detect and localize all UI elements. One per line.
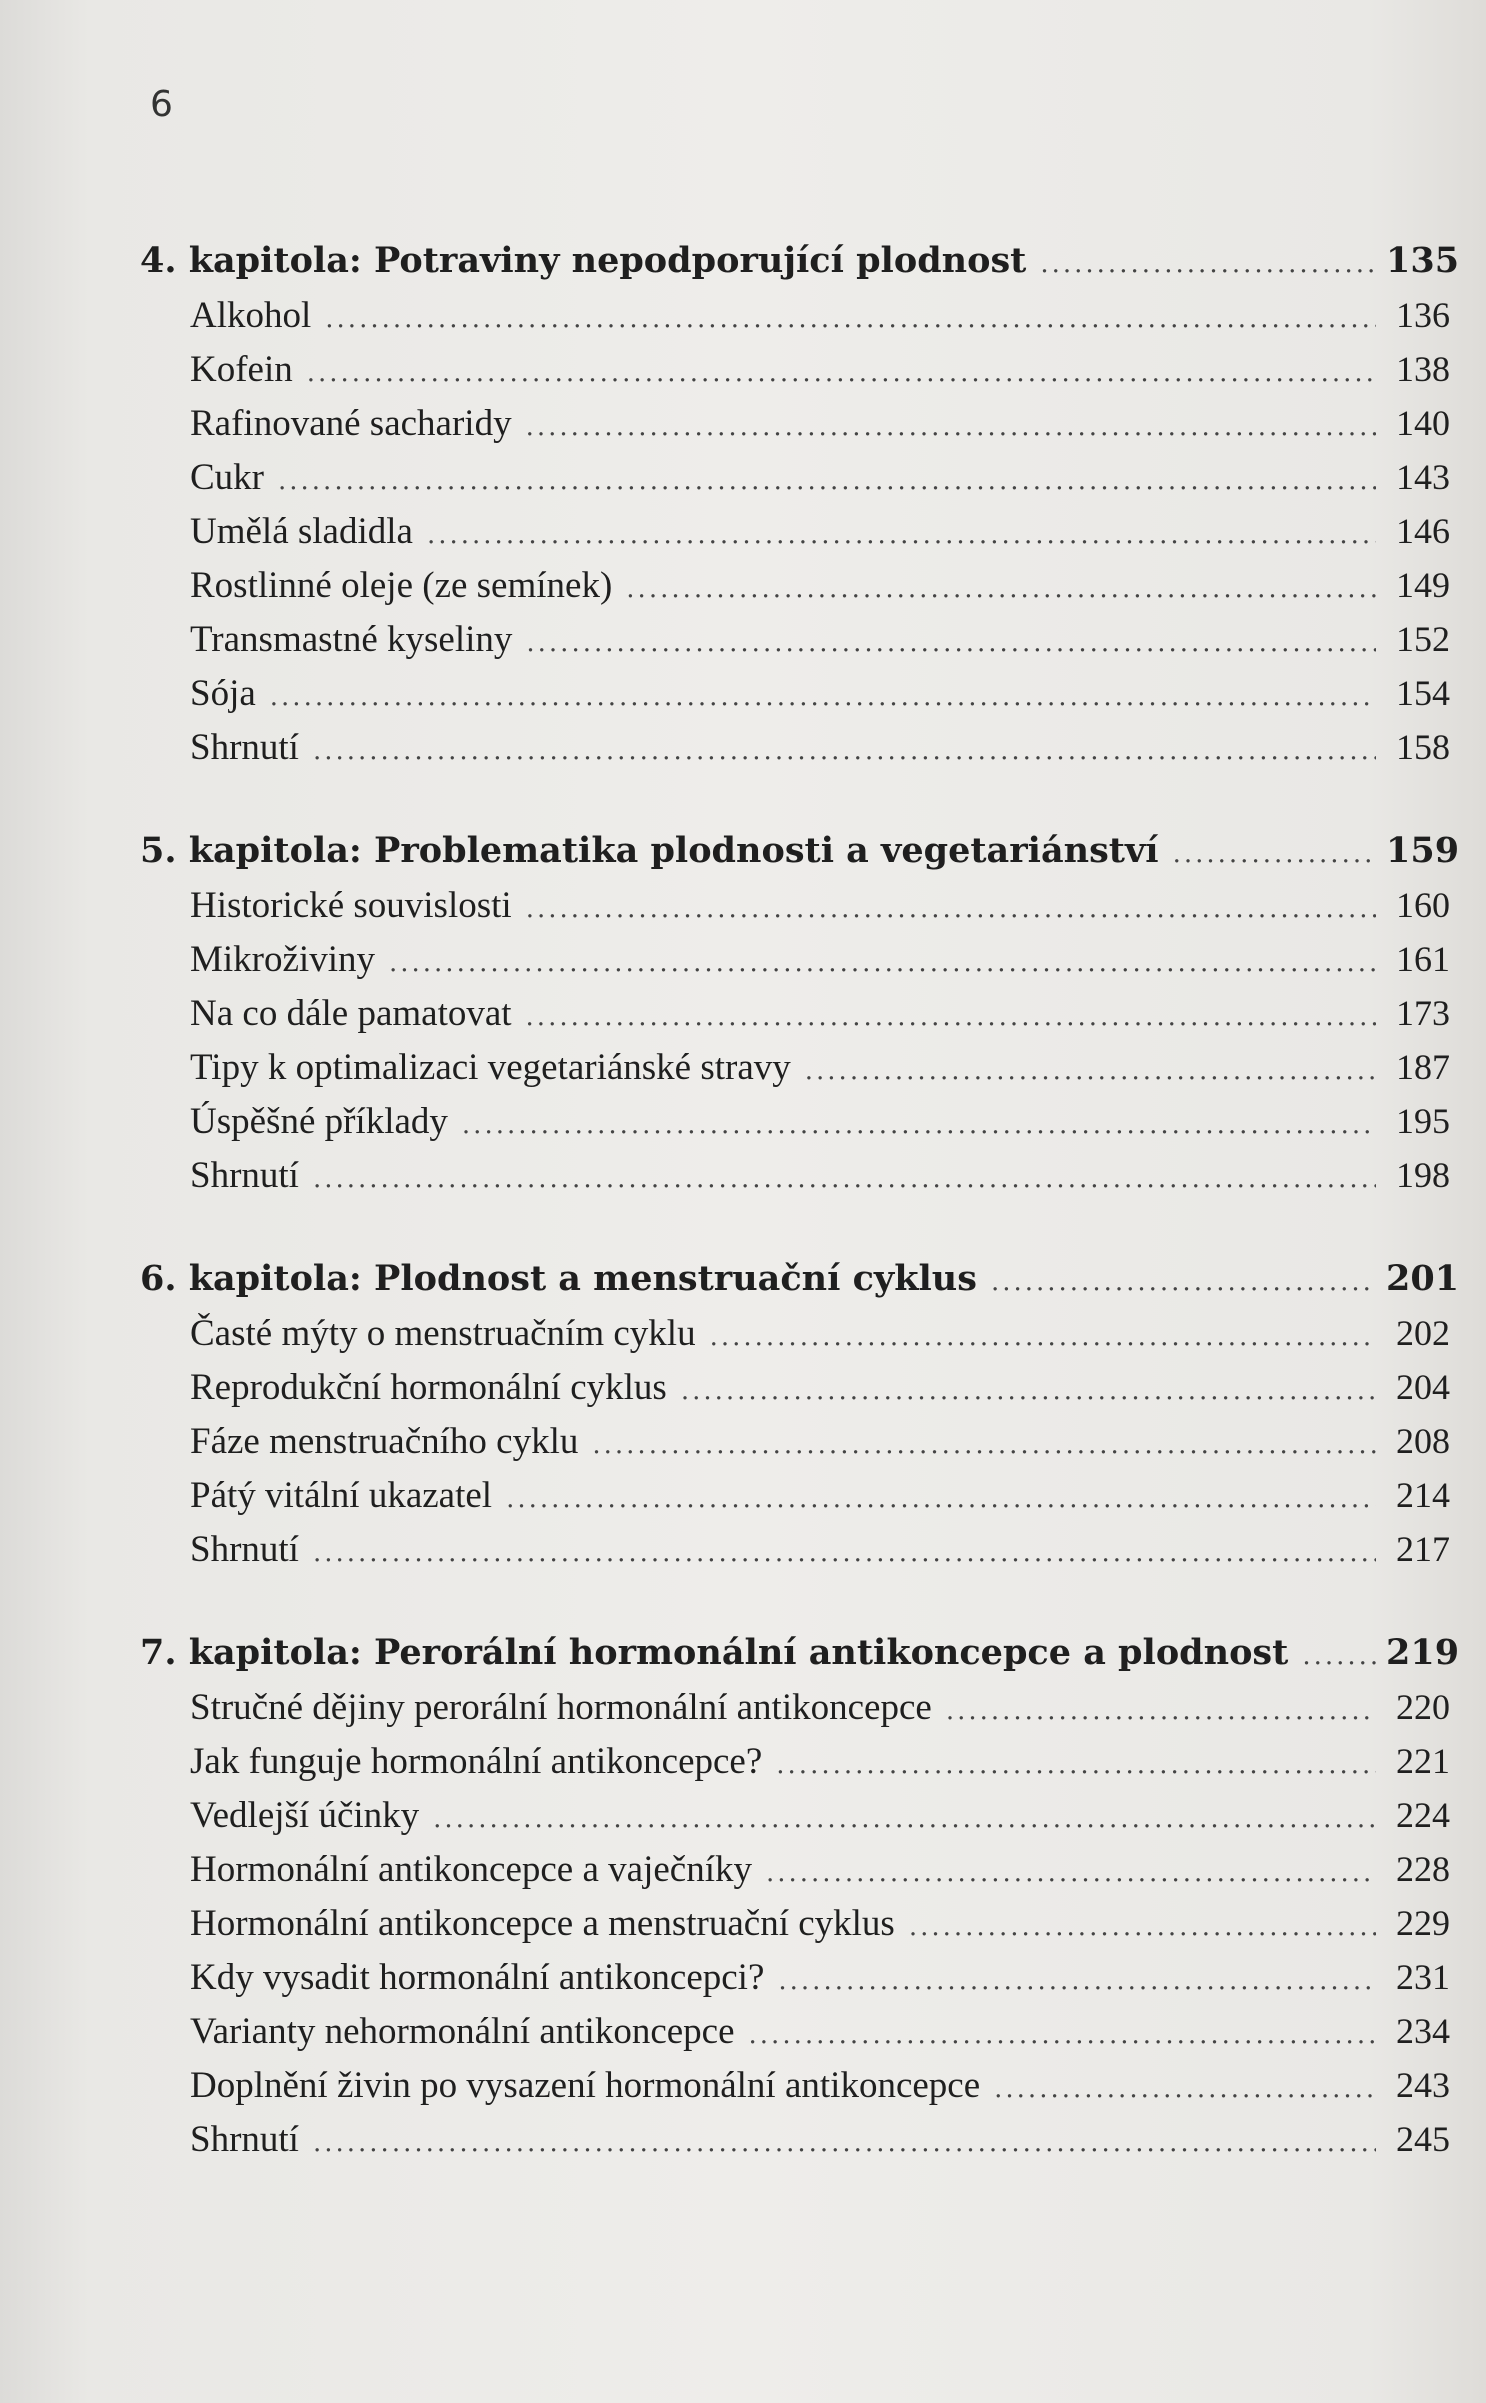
toc-entry: [140, 2004, 1450, 2058]
entry-title: Shrnutí: [190, 1529, 299, 1570]
leader-dots: [427, 508, 1376, 562]
toc-entry: [140, 1094, 1450, 1148]
entry-page: 214: [1396, 1475, 1450, 1515]
toc-entry: [140, 2058, 1450, 2112]
toc-entry: [140, 396, 1450, 450]
toc-entry: [140, 1680, 1450, 1734]
toc-entry: [140, 1468, 1450, 1522]
leader-dots: [994, 2062, 1376, 2116]
toc-entry: [140, 2112, 1450, 2166]
entry-page: 173: [1396, 993, 1450, 1033]
toc-entry: [140, 1896, 1450, 1950]
entry-page: 243: [1396, 2065, 1450, 2105]
entry-title: Úspěšné příklady: [190, 1101, 448, 1142]
entry-page: 154: [1396, 673, 1450, 713]
entry-title: Jak funguje hormonální antikoncepce?: [190, 1741, 763, 1782]
entry-page: 195: [1396, 1101, 1450, 1141]
chapter-page: 201: [1386, 1258, 1460, 1299]
leader-dots: [626, 562, 1376, 616]
leader-dots: [313, 724, 1376, 778]
chapter-heading: [140, 1252, 1460, 1306]
entry-title: Časté mýty o menstruačním cyklu: [190, 1313, 696, 1354]
leader-dots: [991, 1255, 1376, 1309]
leader-dots: [526, 400, 1376, 454]
leader-dots: [1173, 827, 1376, 881]
leader-dots: [307, 346, 1376, 400]
toc-entry: [140, 1842, 1450, 1896]
leader-dots: [389, 936, 1376, 990]
entry-page: 208: [1396, 1421, 1450, 1461]
entry-title: Doplnění živin po vysazení hormonální antikoncepce: [190, 2065, 981, 2106]
toc-entry: [140, 612, 1450, 666]
entry-title: Shrnutí: [190, 2119, 299, 2160]
leader-dots: [526, 616, 1376, 670]
entry-title: Hormonální antikoncepce a menstruační cyklus: [190, 1903, 895, 1944]
entry-title: Mikroživiny: [190, 939, 375, 980]
leader-dots: [325, 292, 1376, 346]
chapter-title: 7. kapitola: Perorální hormonální antikoncepce a plodnost: [140, 1632, 1289, 1673]
toc-entry: [140, 1414, 1450, 1468]
leader-dots: [778, 1954, 1376, 2008]
entry-page: 187: [1396, 1047, 1450, 1087]
entry-title: Alkohol: [190, 295, 312, 336]
entry-page: 245: [1396, 2119, 1450, 2159]
chapter-page: 159: [1386, 830, 1460, 871]
entry-title: Historické souvislosti: [190, 885, 512, 926]
entry-title: Transmastné kyseliny: [190, 619, 513, 660]
leader-dots: [766, 1846, 1376, 1900]
chapter-title: 6. kapitola: Plodnost a menstruační cyklus: [140, 1258, 977, 1299]
leader-dots: [313, 1526, 1376, 1580]
chapter-page: 219: [1386, 1632, 1460, 1673]
toc-entry: [140, 666, 1450, 720]
entry-title: Tipy k optimalizaci vegetariánské stravy: [190, 1047, 791, 1088]
leader-dots: [506, 1472, 1376, 1526]
toc-entry: [140, 1040, 1450, 1094]
chapter-6: [140, 1252, 1460, 1576]
entry-page: 231: [1396, 1957, 1450, 1997]
entry-title: Varianty nehormonální antikoncepce: [190, 2011, 735, 2052]
entry-page: 136: [1396, 295, 1450, 335]
chapter-heading: [140, 234, 1460, 288]
chapter-5: [140, 824, 1460, 1202]
toc-entry: [140, 986, 1450, 1040]
toc-entry: [140, 932, 1450, 986]
chapter-title: 4. kapitola: Potraviny nepodporující plodnost: [140, 240, 1027, 281]
entry-page: 217: [1396, 1529, 1450, 1569]
entry-page: 146: [1396, 511, 1450, 551]
entry-title: Cukr: [190, 457, 264, 498]
leader-dots: [526, 990, 1376, 1044]
leader-dots: [946, 1684, 1376, 1738]
entry-title: Stručné dějiny perorální hormonální antikoncepce: [190, 1687, 932, 1728]
entry-page: 234: [1396, 2011, 1450, 2051]
entry-page: 143: [1396, 457, 1450, 497]
entry-page: 229: [1396, 1903, 1450, 1943]
leader-dots: [805, 1044, 1376, 1098]
chapter-title: 5. kapitola: Problematika plodnosti a vegetariánství: [140, 830, 1159, 871]
entry-page: 220: [1396, 1687, 1450, 1727]
entry-title: Rafinované sacharidy: [190, 403, 512, 444]
entry-page: 221: [1396, 1741, 1450, 1781]
entry-title: Shrnutí: [190, 1155, 299, 1196]
toc-entry: [140, 288, 1450, 342]
entry-title: Shrnutí: [190, 727, 299, 768]
toc-entry: [140, 1360, 1450, 1414]
entry-title: Fáze menstruačního cyklu: [190, 1421, 579, 1462]
entry-page: 202: [1396, 1313, 1450, 1353]
leader-dots: [313, 2116, 1376, 2170]
entry-title: Na co dále pamatovat: [190, 993, 512, 1034]
leader-dots: [462, 1098, 1376, 1152]
toc-entry: [140, 1950, 1450, 2004]
chapter-heading: [140, 824, 1460, 878]
leader-dots: [749, 2008, 1376, 2062]
entry-page: 138: [1396, 349, 1450, 389]
leader-dots: [1040, 237, 1376, 291]
toc-entry: [140, 1522, 1450, 1576]
entry-page: 160: [1396, 885, 1450, 925]
entry-page: 228: [1396, 1849, 1450, 1889]
chapter-4: [140, 234, 1460, 774]
entry-title: Sója: [190, 673, 256, 714]
leader-dots: [278, 454, 1376, 508]
entry-title: Vedlejší účinky: [190, 1795, 420, 1836]
chapter-page: 135: [1386, 240, 1460, 281]
toc-entry: [140, 342, 1450, 396]
entry-page: 204: [1396, 1367, 1450, 1407]
toc-entry: [140, 1734, 1450, 1788]
entry-title: Reprodukční hormonální cyklus: [190, 1367, 667, 1408]
chapter-7: [140, 1626, 1460, 2166]
entry-page: 198: [1396, 1155, 1450, 1195]
toc-entry: [140, 878, 1450, 932]
entry-page: 152: [1396, 619, 1450, 659]
leader-dots: [270, 670, 1376, 724]
toc-entry: [140, 1148, 1450, 1202]
toc-entry: [140, 1306, 1450, 1360]
leader-dots: [1302, 1629, 1376, 1683]
entry-title: Pátý vitální ukazatel: [190, 1475, 493, 1516]
leader-dots: [710, 1310, 1376, 1364]
chapter-heading: [140, 1626, 1460, 1680]
entry-page: 140: [1396, 403, 1450, 443]
entry-title: Kdy vysadit hormonální antikoncepci?: [190, 1957, 765, 1998]
leader-dots: [681, 1364, 1376, 1418]
page-number: 6: [150, 84, 173, 125]
leader-dots: [433, 1792, 1376, 1846]
entry-page: 158: [1396, 727, 1450, 767]
entry-title: Umělá sladidla: [190, 511, 413, 552]
entry-title: Hormonální antikoncepce a vaječníky: [190, 1849, 752, 1890]
entry-page: 161: [1396, 939, 1450, 979]
entry-title: Kofein: [190, 349, 293, 390]
leader-dots: [776, 1738, 1376, 1792]
table-of-contents: [140, 234, 1460, 2216]
entry-page: 149: [1396, 565, 1450, 605]
leader-dots: [526, 882, 1376, 936]
entry-page: 224: [1396, 1795, 1450, 1835]
leader-dots: [313, 1152, 1376, 1206]
leader-dots: [592, 1418, 1376, 1472]
toc-entry: [140, 450, 1450, 504]
toc-entry: [140, 558, 1450, 612]
toc-entry: [140, 720, 1450, 774]
toc-entry: [140, 504, 1450, 558]
entry-title: Rostlinné oleje (ze semínek): [190, 565, 613, 606]
leader-dots: [909, 1900, 1376, 1954]
toc-entry: [140, 1788, 1450, 1842]
